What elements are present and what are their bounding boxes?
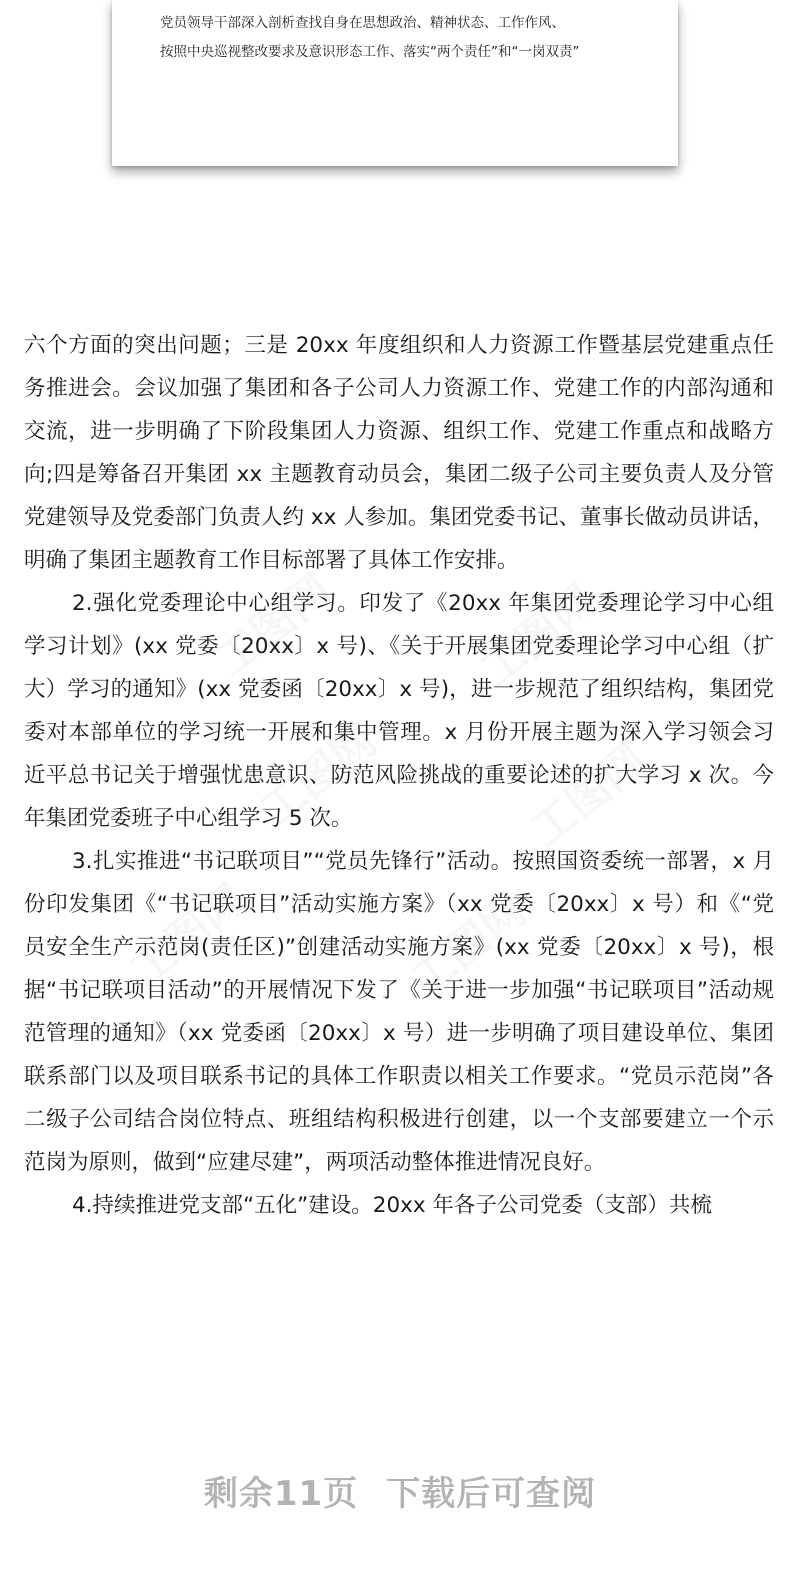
download-to-read-banner[interactable] [0,1466,800,1515]
remaining-pages-label: 剩余11页 [203,1474,359,1514]
paragraph-branch-building: 4.持续推进党支部“五化”建设。20xx 年各子公司党委（支部）共梳 [72,1193,712,1218]
document-body [24,324,774,1227]
preview-text-line-1: 党员领导干部深入剖析查找自身在思想政治、精神状态、工作作风、 [160,15,565,31]
download-to-view-label: 下载后可查阅 [386,1474,597,1514]
paragraph-secretary-project: 3.扎实推进“书记联项目”“党员先锋行”活动。按照国资委统一部署，x 月份印发集团《“书记联项目”活动实施方案》（xx 党委〔20xx〕x 号）和《“党员安全生产示范岗(责任区)”创建活动实施方案》(xx 党委〔20xx〕x 号)，根据“书记联项目活动”的开展情况下发了《关于进一步加强“书记联项目”活动规范管理的通知》（xx 党委函〔20xx〕x 号）进一步明确了项目建设单位、集团联系部门以及项目联系书记的具体工作职责以相关工作要求。“党员示范岗”各二级子公司结合岗位特点、班组结构积极进行创建，以一个支部要建立一个示范岗为原则，做到“应建尽建”，两项活动整体推进情况良好。 [24,849,774,1175]
paragraph-theory-study: 2.强化党委理论中心组学习。印发了《20xx 年集团党委理论学习中心组学习计划》(xx 党委〔20xx〕x 号)、《关于开展集团党委理论学习中心组（扩大）学习的通知》(xx 党委函〔20xx〕x 号)，进一步规范了组织结构，集团党委对本部单位的学习统一开展和集中管理。x 月份开展主题为深入学习领会习近平总书记关于增强忧患意识、防范风险挑战的重要论述的扩大学习 x 次。今年集团党委班子中心组学习 5 次。 [24,591,774,831]
preview-text-line-2: 按照中央巡视整改要求及意识形态工作、落实“两个责任”和“一岗双责” [160,44,580,60]
paragraph-continuation: 六个方面的突出问题；三是 20xx 年度组织和人力资源工作暨基层党建重点任务推进会。会议加强了集团和各子公司人力资源工作、党建工作的内部沟通和交流，进一步明确了下阶段集团人力资源、组织工作、党建工作重点和战略方向;四是筹备召开集团 xx 主题教育动员会，集团二级子公司主要负责人及分管党建领导及党委部门负责人约 xx 人参加。集团党委书记、董事长做动员讲话，明确了集团主题教育工作目标部署了具体工作安排。 [24,333,774,573]
preview-page-card [112,0,678,166]
